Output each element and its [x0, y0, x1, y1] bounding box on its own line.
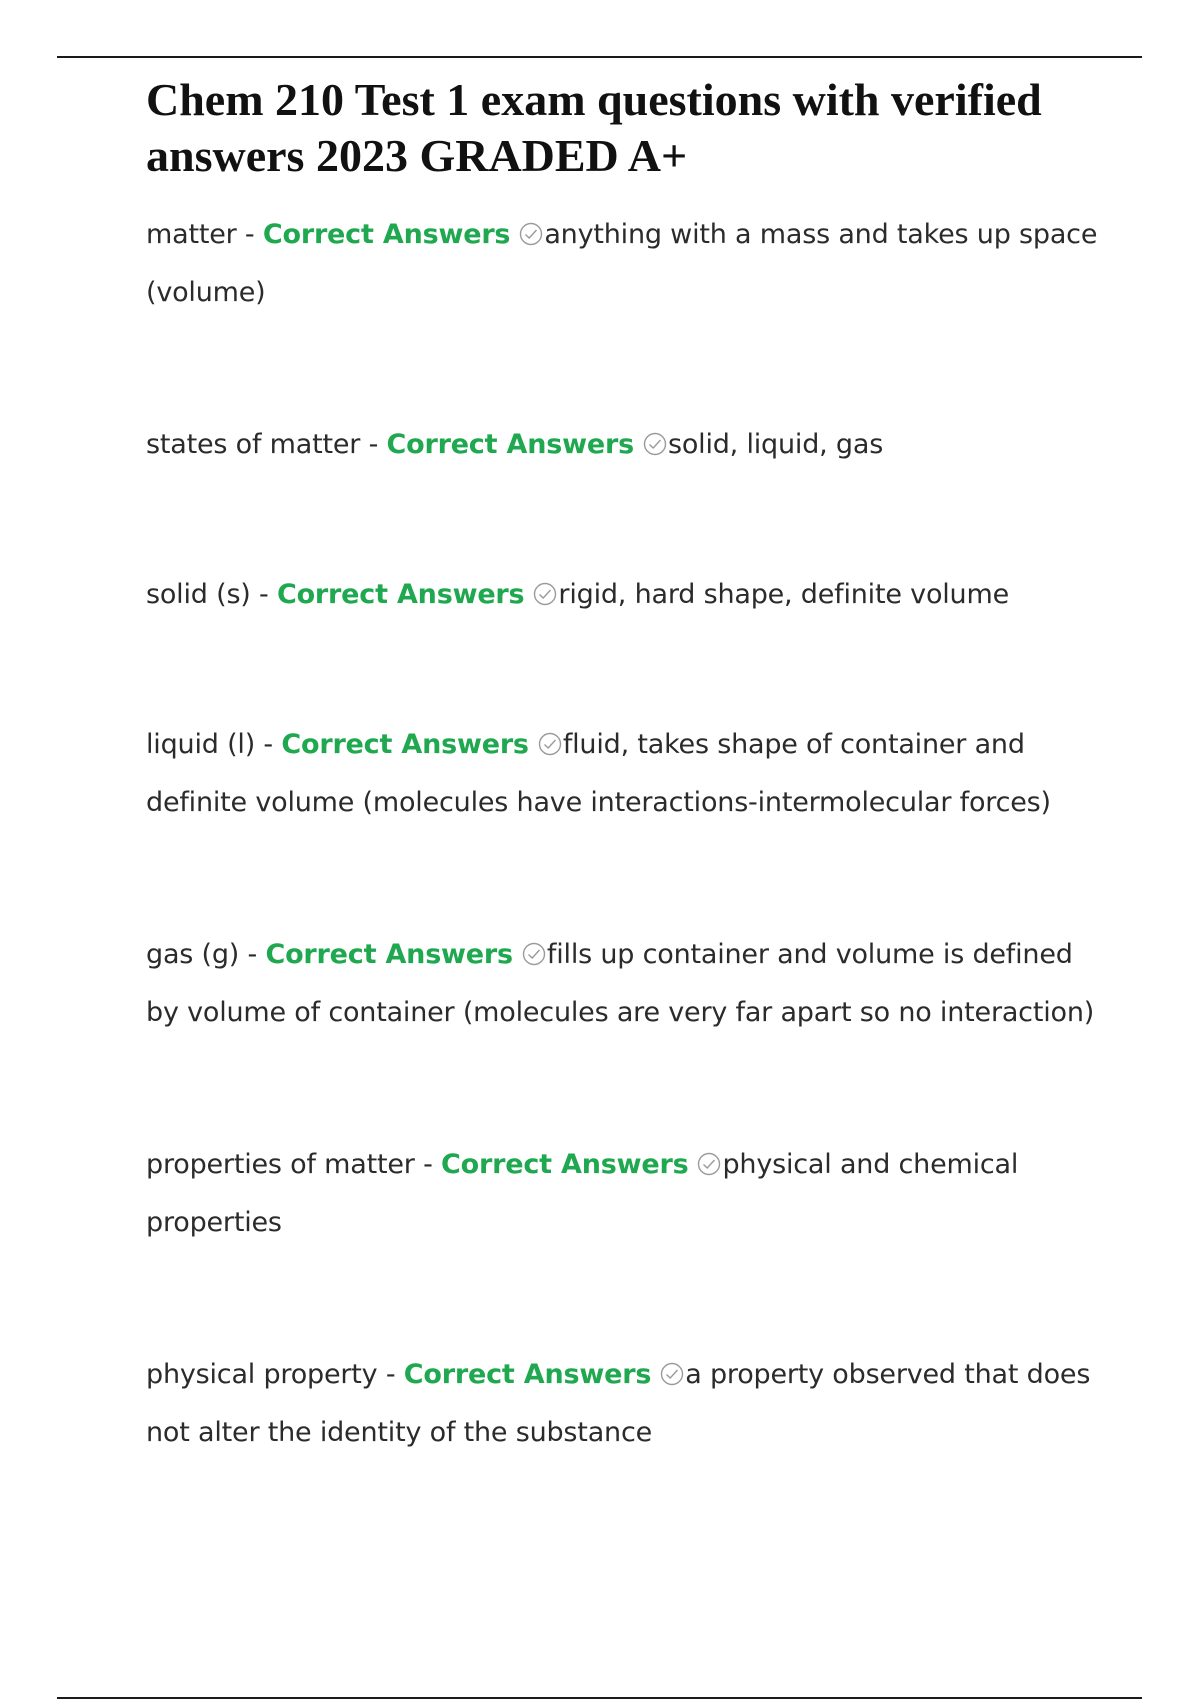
qa-term: gas (g) — [146, 939, 240, 970]
qa-term: properties of matter — [146, 1149, 415, 1180]
qa-list — [146, 206, 1106, 1462]
check-circle-icon — [522, 942, 546, 966]
qa-separator: - — [239, 939, 266, 970]
qa-answer: fills up container and volume is defined by volume of container (molecules are very far apart so no interaction) — [146, 939, 1095, 1028]
check-circle-icon — [519, 222, 543, 246]
qa-term: physical property — [146, 1359, 378, 1390]
bottom-rule — [57, 1697, 1142, 1699]
qa-item — [146, 416, 1106, 474]
check-circle-icon — [643, 432, 667, 456]
correct-answers-label: Correct Answers — [386, 429, 634, 460]
correct-answers-label: Correct Answers — [281, 729, 529, 760]
qa-term: solid (s) — [146, 579, 251, 610]
correct-answers-label: Correct Answers — [262, 219, 511, 250]
qa-item — [146, 1346, 1106, 1462]
qa-item — [146, 716, 1106, 832]
correct-answers-label: Correct Answers — [441, 1149, 689, 1180]
qa-term: liquid (l) — [146, 729, 256, 760]
qa-answer: anything with a mass and takes up space (volume) — [146, 219, 1098, 308]
qa-separator: - — [414, 1149, 442, 1180]
top-rule — [57, 56, 1142, 58]
check-circle-icon — [697, 1152, 721, 1176]
qa-answer: fluid, takes shape of container and definite volume (molecules have interactions-intermolecular forces) — [146, 729, 1051, 818]
correct-answers-label: Correct Answers — [276, 579, 525, 610]
qa-answer: rigid, hard shape, definite volume — [558, 579, 1009, 610]
qa-item — [146, 1136, 1106, 1252]
check-circle-icon — [660, 1362, 684, 1386]
qa-separator: - — [236, 219, 263, 250]
qa-separator: - — [255, 729, 282, 760]
qa-item — [146, 206, 1106, 322]
check-circle-icon — [533, 582, 557, 606]
qa-term: matter — [146, 219, 237, 250]
qa-answer: solid, liquid, gas — [667, 429, 884, 460]
qa-item — [146, 566, 1106, 624]
document-page — [146, 72, 1106, 1462]
correct-answers-label: Correct Answers — [403, 1359, 652, 1390]
qa-item — [146, 926, 1106, 1042]
qa-answer: a property observed that does not alter the identity of the substance — [146, 1359, 1091, 1448]
qa-separator: - — [250, 579, 277, 610]
qa-answer: physical and chemical properties — [146, 1149, 1019, 1238]
qa-separator: - — [377, 1359, 404, 1390]
document-title: Chem 210 Test 1 exam questions with verified answers 2023 GRADED A+ — [146, 74, 1042, 181]
check-circle-icon — [538, 732, 562, 756]
qa-term: states of matter — [146, 429, 361, 460]
qa-separator: - — [360, 429, 387, 460]
correct-answers-label: Correct Answers — [265, 939, 513, 970]
